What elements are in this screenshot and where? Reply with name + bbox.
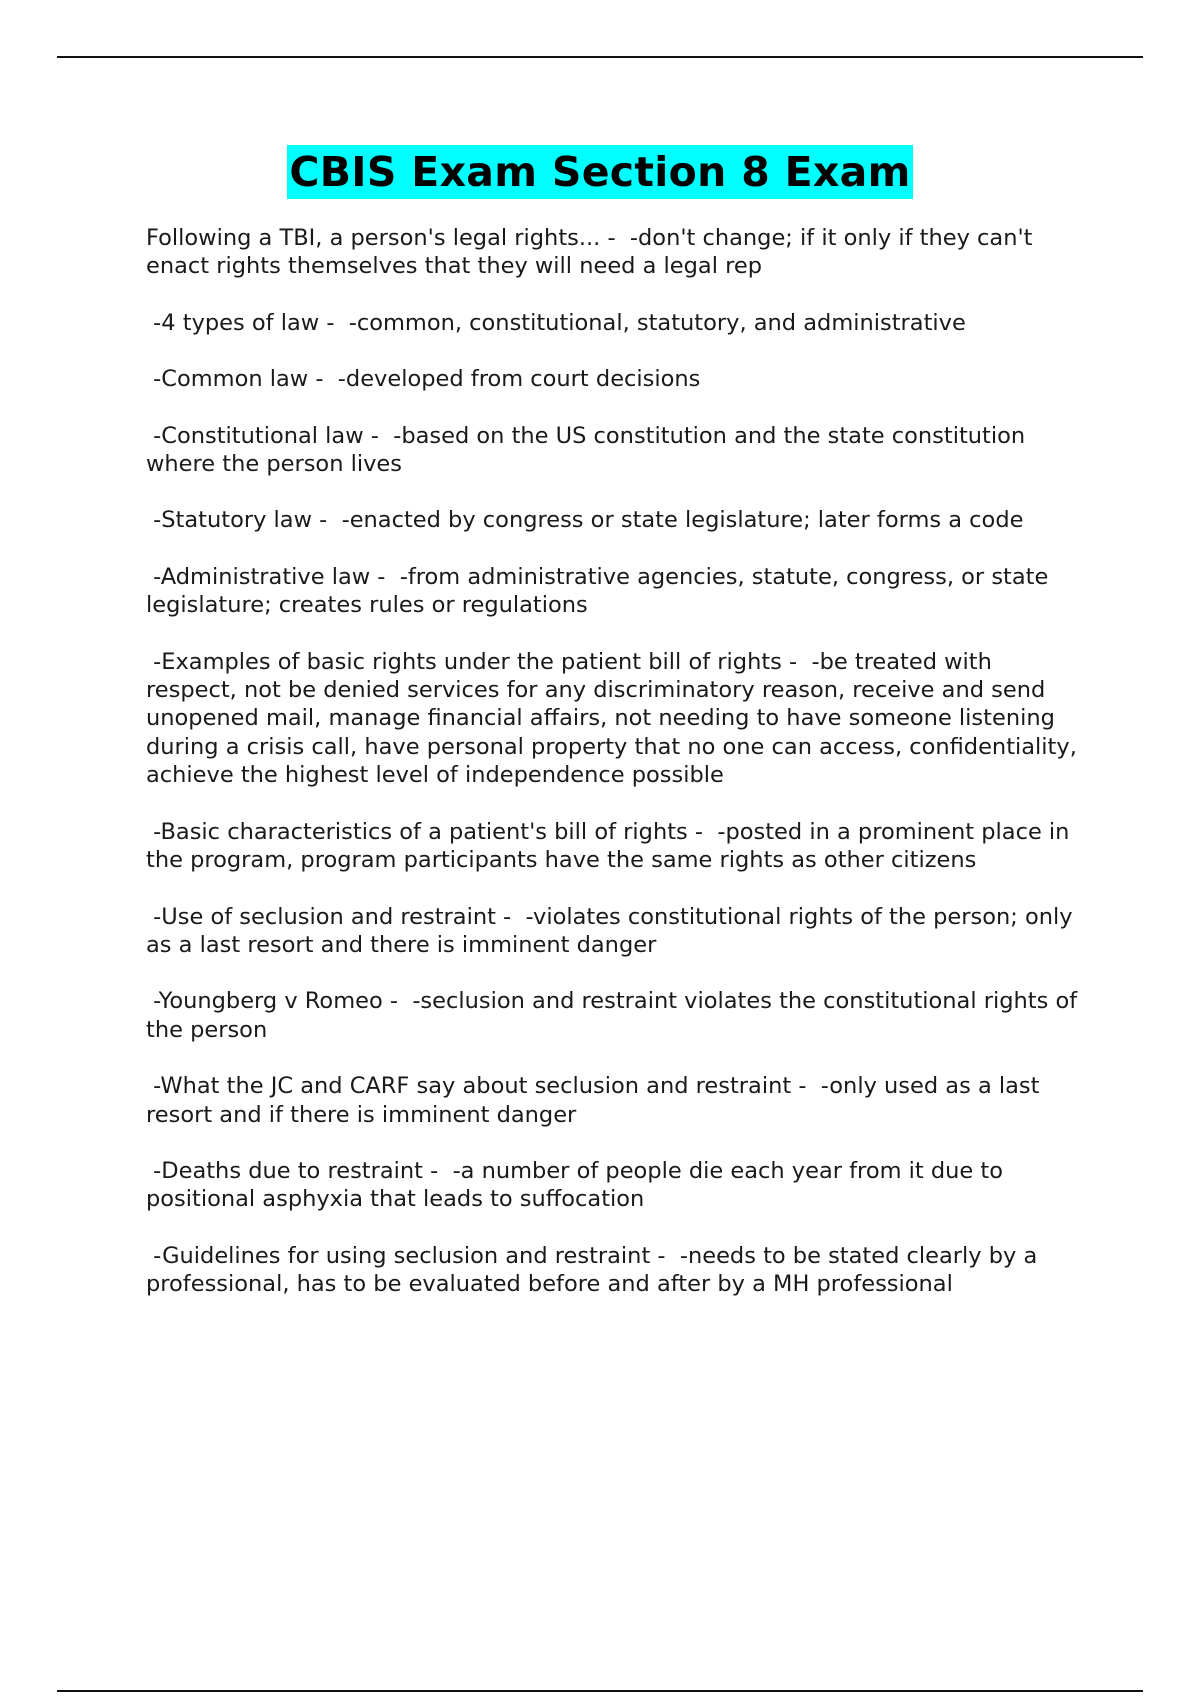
qa-term: -Administrative law bbox=[146, 563, 371, 590]
qa-item: -Deaths due to restraint - -a number of people die each year from it due to positional asphyxia that leads to suffocation bbox=[146, 1157, 1011, 1213]
qa-item: -What the JC and CARF say about seclusion and restraint - -only used as a last resort and if there is imminent danger bbox=[146, 1073, 1047, 1128]
qa-item: Following a TBI, a person's legal rights... - -don't change; if it only if they can't enact rights themselves that they will need a legal rep bbox=[146, 225, 1040, 280]
qa-item: -Examples of basic rights under the patient bill of rights - -be treated with respect, not be denied services for any discriminatory reason, receive and send unopened mail, manage financial affairs, not needing to have someone listening during a crisis call, have personal property that no one can access, confidentiality, achieve the highest level of independence possible bbox=[146, 648, 1085, 789]
qa-item: -Statutory law - -enacted by congress or state legislature; later forms a code bbox=[146, 507, 1024, 534]
qa-item: -Youngberg v Romeo - -seclusion and restraint violates the constitutional rights of the person bbox=[146, 988, 1085, 1043]
bottom-rule bbox=[57, 1690, 1143, 1692]
qa-list bbox=[146, 224, 1086, 1327]
qa-definition: -from administrative agencies, statute, congress, or state legislature; creates rules or regulations bbox=[146, 563, 1056, 619]
qa-term: -Deaths due to restraint bbox=[146, 1157, 423, 1184]
qa-term: -Statutory law bbox=[146, 507, 312, 534]
title-container bbox=[0, 145, 1200, 199]
qa-definition: -developed from court decisions bbox=[337, 366, 701, 393]
qa-item: -Constitutional law - -based on the US constitution and the state constitution where the person lives bbox=[146, 422, 1033, 478]
qa-term: Following a TBI, a person's legal rights... bbox=[146, 225, 601, 251]
qa-definition: -needs to be stated clearly by a professional, has to be evaluated before and after by a MH professional bbox=[146, 1242, 1045, 1298]
qa-definition: -only used as a last resort and if there is imminent danger bbox=[146, 1073, 1047, 1128]
qa-item: -Administrative law - -from administrative agencies, statute, congress, or state legislature; creates rules or regulations bbox=[146, 563, 1056, 619]
qa-term: -Examples of basic rights under the patient bill of rights bbox=[146, 648, 782, 675]
qa-term: -Basic characteristics of a patient's bill of rights bbox=[146, 818, 688, 845]
page-title: CBIS Exam Section 8 Exam bbox=[287, 145, 912, 199]
qa-term: -Guidelines for using seclusion and restraint bbox=[146, 1242, 651, 1269]
qa-definition: -based on the US constitution and the state constitution where the person lives bbox=[146, 422, 1033, 478]
qa-term: -Youngberg v Romeo bbox=[146, 988, 383, 1015]
qa-item: -4 types of law - -common, constitutional, statutory, and administrative bbox=[146, 309, 966, 336]
qa-term: -4 types of law bbox=[146, 309, 320, 336]
qa-term: -Common law bbox=[146, 366, 309, 393]
qa-definition: -enacted by congress or state legislature; later forms a code bbox=[341, 507, 1024, 534]
qa-item: -Use of seclusion and restraint - -violates constitutional rights of the person; only as a last resort and there is imminent danger bbox=[146, 903, 1080, 958]
qa-definition: -seclusion and restraint violates the constitutional rights of the person bbox=[146, 988, 1085, 1043]
qa-term: -Use of seclusion and restraint bbox=[146, 903, 496, 930]
qa-item: -Common law - -developed from court decisions bbox=[146, 366, 701, 393]
top-rule bbox=[57, 56, 1143, 58]
qa-definition: -don't change; if it only if they can't enact rights themselves that they will need a legal rep bbox=[146, 225, 1040, 280]
qa-definition: -a number of people die each year from it due to positional asphyxia that leads to suffocation bbox=[146, 1157, 1011, 1213]
qa-term: -Constitutional law bbox=[146, 422, 364, 449]
qa-item: -Guidelines for using seclusion and restraint - -needs to be stated clearly by a professional, has to be evaluated before and after by a MH professional bbox=[146, 1242, 1045, 1298]
qa-item: -Basic characteristics of a patient's bill of rights - -posted in a prominent place in the program, program participants have the same rights as other citizens bbox=[146, 818, 1077, 874]
qa-definition: -common, constitutional, statutory, and administrative bbox=[348, 309, 966, 336]
qa-definition: -be treated with respect, not be denied services for any discriminatory reason, receive and send unopened mail, manage financial affairs, not needing to have someone listening during a crisis call, have personal property that no one can access, confidentiality, achieve the highest level of independence possible bbox=[146, 648, 1085, 789]
qa-definition: -posted in a prominent place in the program, program participants have the same rights as other citizens bbox=[146, 818, 1077, 874]
qa-term: -What the JC and CARF say about seclusion and restraint bbox=[146, 1073, 792, 1100]
qa-definition: -violates constitutional rights of the person; only as a last resort and there is imminent danger bbox=[146, 903, 1080, 958]
